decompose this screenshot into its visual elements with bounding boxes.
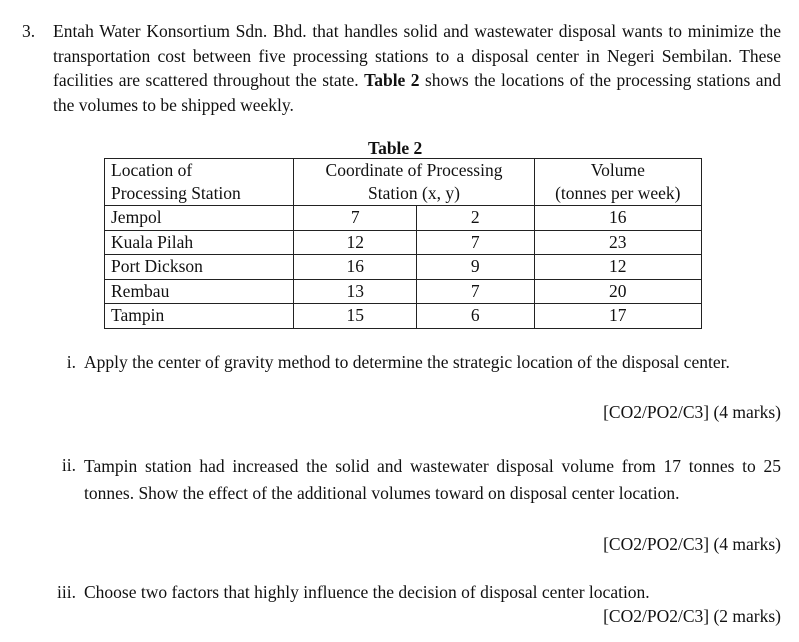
cell-location: Port Dickson xyxy=(105,255,294,280)
cell-y: 9 xyxy=(417,255,535,280)
cell-x: 12 xyxy=(294,230,417,255)
header-coordinate-line2: Station (x, y) xyxy=(368,183,460,203)
cell-volume: 23 xyxy=(534,230,701,255)
cell-x: 13 xyxy=(294,279,417,304)
cell-y: 6 xyxy=(417,304,535,329)
cell-location: Tampin xyxy=(105,304,294,329)
header-location-line1: Location of xyxy=(111,160,193,180)
cell-volume: 12 xyxy=(534,255,701,280)
header-coordinate xyxy=(294,159,534,206)
subquestion-1-numeral: i. xyxy=(66,352,76,372)
table-row xyxy=(105,279,702,304)
subquestion-3-marks: [CO2/PO2/C3] (2 marks) xyxy=(603,606,781,626)
table-row xyxy=(105,206,702,231)
cell-volume: 17 xyxy=(534,304,701,329)
cell-x: 7 xyxy=(294,206,417,231)
subquestion-2-numeral: ii. xyxy=(61,455,76,475)
subquestion-2-marks: [CO2/PO2/C3] (4 marks) xyxy=(603,534,781,554)
cell-location: Jempol xyxy=(105,206,294,231)
cell-x: 16 xyxy=(294,255,417,280)
subquestion-1-marks: [CO2/PO2/C3] (4 marks) xyxy=(603,402,781,422)
subquestion-2-text: Tampin station had increased the solid and wastewater disposal volume from 17 tonnes to 25 tonnes. Show the effect of the additional volumes toward on disposal center location. xyxy=(84,456,781,503)
header-volume-line2: (tonnes per week) xyxy=(555,183,681,203)
subquestion-3-text: Choose two factors that highly influence the decision of disposal center location. xyxy=(84,582,650,602)
header-volume-line1: Volume xyxy=(590,160,645,180)
table-reference: Table 2 xyxy=(364,70,420,90)
cell-volume: 16 xyxy=(534,206,701,231)
cell-volume: 20 xyxy=(534,279,701,304)
question-text xyxy=(53,19,781,117)
table-row xyxy=(105,304,702,329)
header-coordinate-line1: Coordinate of Processing xyxy=(325,160,503,180)
question-text-before: Entah Water Konsortium Sdn. Bhd. that handles solid and wastewater disposal wants to minimize the transportation cost between five processing stations to a disposal center in Negeri Sembilan. These facilities are scattered throughout the state. xyxy=(53,21,781,90)
cell-y: 7 xyxy=(417,279,535,304)
cell-location: Kuala Pilah xyxy=(105,230,294,255)
header-location-line2: Processing Station xyxy=(111,183,241,203)
cell-x: 15 xyxy=(294,304,417,329)
question-text-after: shows the locations of the processing stations and the volumes to be shipped weekly. xyxy=(53,70,782,115)
table-caption: Table 2 xyxy=(368,138,423,158)
table-row xyxy=(105,255,702,280)
subquestion-1-text: Apply the center of gravity method to determine the strategic location of the disposal center. xyxy=(84,352,730,372)
cell-y: 7 xyxy=(417,230,535,255)
table-header-row xyxy=(105,159,702,206)
header-volume xyxy=(534,159,701,206)
cell-y: 2 xyxy=(417,206,535,231)
processing-stations-table xyxy=(104,158,702,329)
table-row xyxy=(105,230,702,255)
subquestion-3-numeral: iii. xyxy=(57,582,76,602)
question-number: 3. xyxy=(22,21,36,41)
header-location xyxy=(105,159,294,206)
cell-location: Rembau xyxy=(105,279,294,304)
